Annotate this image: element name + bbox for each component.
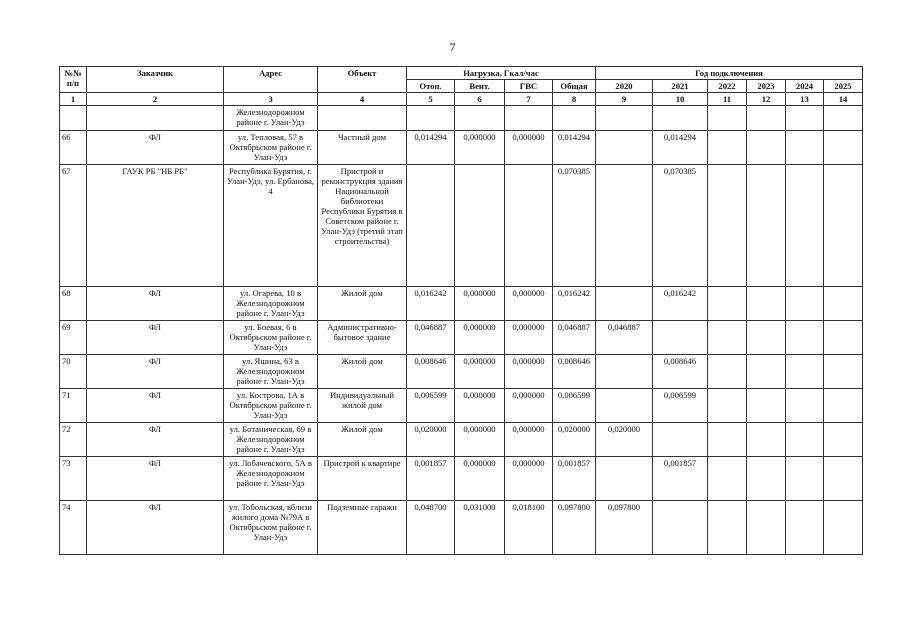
col-number: 4 [318,93,407,106]
cell-2020 [596,457,653,501]
cell-2020: 0,097800 [596,501,653,555]
cell-total: 0,006599 [553,389,596,423]
cell-2023 [747,389,786,423]
cell-2022 [708,423,747,457]
cell-2022 [708,106,747,131]
header-object: Объект [318,67,407,93]
cell-object: Пристрой к квартире [318,457,407,501]
cell-2021: 0,008646 [653,355,708,389]
cell-customer: ГАУК РБ "НБ РБ" [87,165,224,287]
column-number-row [60,93,863,106]
cell-total [553,106,596,131]
header-year-2021: 2021 [653,80,708,93]
cell-address: ул. Огарева, 10 в Железнодорожном районе г. Улан-Удэ [224,287,318,321]
cell-heat: 0,016242 [407,287,455,321]
col-number: 2 [87,93,224,106]
cell-2024 [786,287,824,321]
cell-gvs [505,106,553,131]
cell-2025 [824,165,863,287]
table-row [60,457,863,501]
cell-2023 [747,165,786,287]
cell-2022 [708,355,747,389]
cell-address: ул. Тепловая, 57 в Октябрьском районе г. Улан-Удэ [224,131,318,165]
cell-gvs: 0,000000 [505,287,553,321]
cell-2023 [747,423,786,457]
cell-2021: 0,070385 [653,165,708,287]
table-row [60,423,863,457]
col-number: 1 [60,93,87,106]
cell-2025 [824,423,863,457]
cell-2021 [653,501,708,555]
cell-gvs: 0,018100 [505,501,553,555]
cell-2025 [824,501,863,555]
header-vent: Вент. [455,80,505,93]
cell-address: ул. Лобачевского, 5А в Железнодорожном районе г. Улан-Удэ [224,457,318,501]
table-row [60,501,863,555]
header-address: Адрес [224,67,318,93]
cell-heat: 0,046887 [407,321,455,355]
header-gvs: ГВС [505,80,553,93]
cell-vent [455,165,505,287]
cell-heat: 0,020000 [407,423,455,457]
table-row [60,131,863,165]
cell-2024 [786,457,824,501]
cell-num [60,106,87,131]
cell-heat: 0,001857 [407,457,455,501]
cell-object: Пристрой и реконструкция здания Национальной библиотеки Республики Бурятия в Советском районе г. Улан-Удэ (третий этап строительства) [318,165,407,287]
cell-heat: 0,048700 [407,501,455,555]
cell-2022 [708,457,747,501]
cell-2025 [824,457,863,501]
cell-2020 [596,389,653,423]
cell-total: 0,008646 [553,355,596,389]
col-number: 5 [407,93,455,106]
cell-2023 [747,355,786,389]
cell-address: ул. Ботаническая, 69 в Железнодорожном районе г. Улан-Удэ [224,423,318,457]
cell-heat: 0,014294 [407,131,455,165]
cell-object [318,106,407,131]
cell-object: Подземные гаражи [318,501,407,555]
cell-2024 [786,501,824,555]
header-total: Общая [553,80,596,93]
cell-customer: ФЛ [87,131,224,165]
cell-2025 [824,106,863,131]
cell-2025 [824,321,863,355]
cell-num: 69 [60,321,87,355]
table-row [60,321,863,355]
table-row [60,106,863,131]
cell-2025 [824,389,863,423]
cell-num: 72 [60,423,87,457]
cell-vent [455,106,505,131]
cell-2021: 0,016242 [653,287,708,321]
col-number: 13 [786,93,824,106]
cell-num: 68 [60,287,87,321]
page-number: 7 [449,40,456,54]
col-number: 3 [224,93,318,106]
cell-heat [407,165,455,287]
cell-gvs: 0,000000 [505,457,553,501]
cell-2023 [747,106,786,131]
col-number: 11 [708,93,747,106]
cell-address: Республика Бурятия, г. Улан-Удэ, ул. Ербанова, 4 [224,165,318,287]
cell-total: 0,016242 [553,287,596,321]
col-number: 12 [747,93,786,106]
cell-2025 [824,287,863,321]
cell-num: 70 [60,355,87,389]
cell-total: 0,020000 [553,423,596,457]
cell-customer: ФЛ [87,501,224,555]
cell-gvs: 0,000000 [505,423,553,457]
header-customer: Заказчик [87,67,224,93]
cell-address: ул. Кострова, 1А в Октябрьском районе г. Улан-Удэ [224,389,318,423]
cell-2021: 0,001857 [653,457,708,501]
cell-vent: 0,000000 [455,355,505,389]
cell-gvs: 0,000000 [505,389,553,423]
cell-2022 [708,389,747,423]
cell-object: Жилой дом [318,423,407,457]
cell-2024 [786,165,824,287]
connections-table [59,66,863,555]
cell-2022 [708,131,747,165]
cell-2021: 0,006599 [653,389,708,423]
cell-2022 [708,165,747,287]
cell-heat [407,106,455,131]
cell-2021 [653,321,708,355]
cell-customer: ФЛ [87,389,224,423]
cell-total: 0,097800 [553,501,596,555]
cell-total: 0,001857 [553,457,596,501]
cell-2024 [786,131,824,165]
cell-vent: 0,000000 [455,131,505,165]
col-number: 14 [824,93,863,106]
table-row [60,287,863,321]
cell-address: ул. Боевая, 6 в Октябрьском районе г. Улан-Удэ [224,321,318,355]
cell-2020 [596,165,653,287]
cell-num: 67 [60,165,87,287]
cell-2024 [786,423,824,457]
cell-vent: 0,031000 [455,501,505,555]
cell-2025 [824,355,863,389]
header-year-2024: 2024 [786,80,824,93]
cell-2020: 0,046887 [596,321,653,355]
cell-2023 [747,457,786,501]
cell-num: 71 [60,389,87,423]
col-number: 9 [596,93,653,106]
col-number: 6 [455,93,505,106]
header-year-2022: 2022 [708,80,747,93]
cell-object: Жилой дом [318,287,407,321]
header-year-2020: 2020 [596,80,653,93]
header-year-2023: 2023 [747,80,786,93]
cell-2023 [747,321,786,355]
cell-num: 73 [60,457,87,501]
cell-2021 [653,423,708,457]
cell-2020 [596,131,653,165]
cell-vent: 0,000000 [455,457,505,501]
cell-customer: ФЛ [87,355,224,389]
cell-total: 0,014294 [553,131,596,165]
cell-2024 [786,389,824,423]
cell-2023 [747,501,786,555]
cell-address: ул. Яшина, 63 в Железнодорожном районе г. Улан-Удэ [224,355,318,389]
cell-heat: 0,006599 [407,389,455,423]
cell-gvs [505,165,553,287]
cell-vent: 0,000000 [455,389,505,423]
header-year: Год подключения [596,67,863,80]
cell-address: Железнодорожном районе г. Улан-Удэ [224,106,318,131]
cell-gvs: 0,000000 [505,131,553,165]
cell-object: Жилой дом [318,355,407,389]
cell-2020 [596,106,653,131]
cell-customer: ФЛ [87,423,224,457]
cell-total: 0,070385 [553,165,596,287]
cell-2023 [747,287,786,321]
header-year-2025: 2025 [824,80,863,93]
col-number: 10 [653,93,708,106]
cell-address: ул. Тобольская, вблизи жилого дома №79А в Октябрьском районе г. Улан-Удэ [224,501,318,555]
cell-gvs: 0,000000 [505,321,553,355]
cell-total: 0,046887 [553,321,596,355]
cell-vent: 0,000000 [455,287,505,321]
cell-2023 [747,131,786,165]
cell-object: Административно-бытовое здание [318,321,407,355]
cell-object: Частный дом [318,131,407,165]
cell-gvs: 0,000000 [505,355,553,389]
cell-2024 [786,321,824,355]
cell-2020 [596,287,653,321]
cell-vent: 0,000000 [455,423,505,457]
table-row [60,355,863,389]
cell-2021 [653,106,708,131]
cell-2025 [824,131,863,165]
cell-num: 66 [60,131,87,165]
cell-customer [87,106,224,131]
cell-vent: 0,000000 [455,321,505,355]
header-load: Нагрузка, Гкал/час [407,67,596,80]
cell-customer: ФЛ [87,321,224,355]
cell-2020 [596,355,653,389]
header-num: №№ п/п [60,67,87,93]
cell-heat: 0,008646 [407,355,455,389]
cell-2024 [786,355,824,389]
header-heat: Отоп. [407,80,455,93]
cell-2021: 0,014294 [653,131,708,165]
cell-2022 [708,287,747,321]
col-number: 8 [553,93,596,106]
cell-2024 [786,106,824,131]
table-row [60,389,863,423]
cell-object: Индивидуальный жилой дом [318,389,407,423]
header-row-1 [60,67,863,80]
cell-customer: ФЛ [87,457,224,501]
cell-2022 [708,501,747,555]
col-number: 7 [505,93,553,106]
table-row [60,165,863,287]
cell-num: 74 [60,501,87,555]
cell-2022 [708,321,747,355]
cell-customer: ФЛ [87,287,224,321]
cell-2020: 0,020000 [596,423,653,457]
